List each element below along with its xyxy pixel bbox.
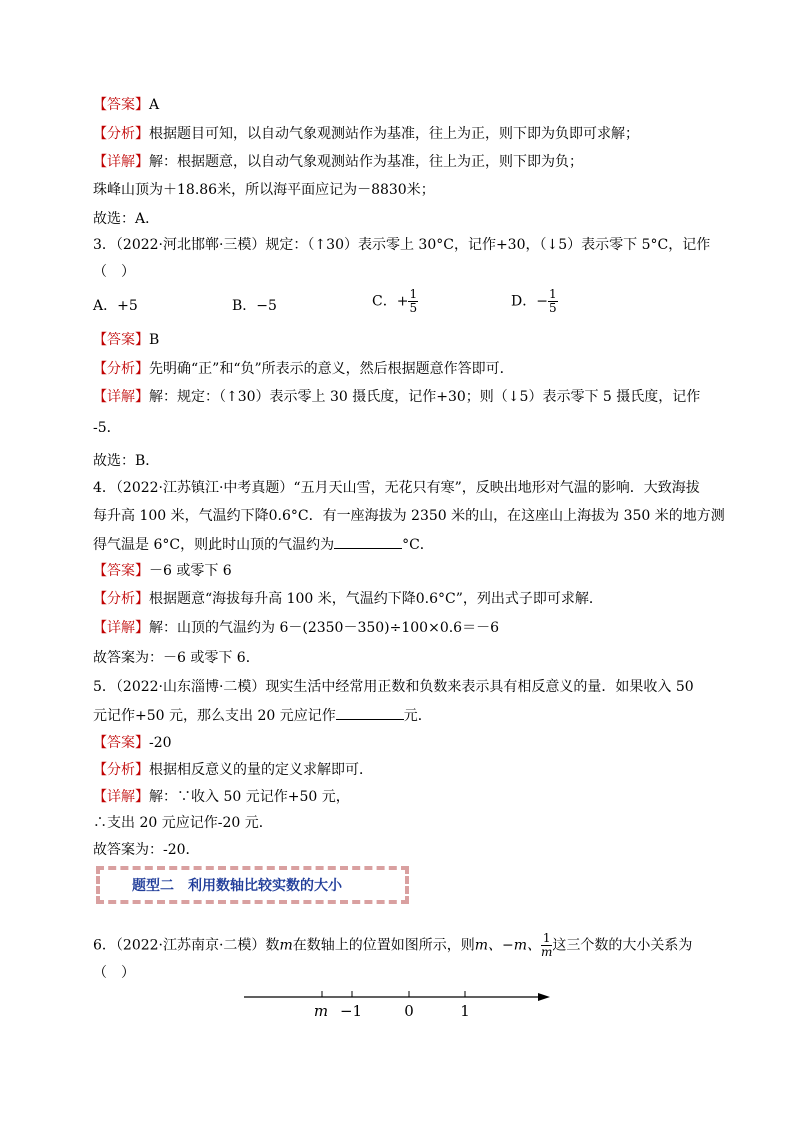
q5-stem-1: 5．（2022·山东淄博·二模）现实生活中经常用正数和负数来表示具有相反意义的量．如果收入 50 bbox=[93, 679, 694, 695]
answer-tag: 【答案】 bbox=[93, 332, 149, 348]
q6-stem-after: 这三个数的大小关系为 bbox=[552, 937, 693, 954]
q6-stem-before: 6．（2022·江苏南京·二模）数 bbox=[93, 937, 280, 954]
q5-analysis: 根据相反意义的量的定义求解即可． bbox=[149, 762, 373, 778]
detail-tag: 【详解】 bbox=[93, 154, 149, 170]
q6-stem-2: （ ） bbox=[93, 965, 135, 981]
q5-stem-2-after: 元． bbox=[403, 708, 432, 724]
q6-stem-1 bbox=[93, 932, 692, 959]
q4-conclusion: 故答案为：－6 或零下 6． bbox=[93, 650, 260, 666]
q4-stem-3 bbox=[93, 534, 434, 555]
q2-conclusion: 故选：A． bbox=[93, 211, 160, 227]
detail-tag: 【详解】 bbox=[93, 789, 149, 805]
section-title: 题型二 利用数轴比较实数的大小 bbox=[132, 878, 342, 894]
analysis-tag: 【分析】 bbox=[93, 361, 149, 377]
q5-answer: -20 bbox=[149, 735, 172, 751]
q4-stem-2: 每升高 100 米，气温约下降0.6°C．有一座海拔为 2350 米的山，在这座山上海拔为 350 米的地方测 bbox=[93, 508, 725, 524]
q4-answer-blank bbox=[334, 534, 402, 549]
q3-stem-1: 3．（2022·河北邯郸·三模）规定：（↑30）表示零上 30°C，记作+30，（↓5）表示零下 5°C，记作 bbox=[93, 237, 711, 253]
q4-stem-1: 4．（2022·江苏镇江·中考真题）“五月天山雪，无花只有寒”，反映出地形对气温的影响．大致海拔 bbox=[93, 480, 700, 496]
q4-analysis-line bbox=[93, 589, 603, 609]
q2-detail-1: 解：根据题意，以自动气象观测站作为基准，往上为正，则下即为负； bbox=[149, 154, 583, 170]
q5-detail-line-1 bbox=[93, 787, 350, 807]
q4-detail-line bbox=[93, 618, 499, 638]
q3-analysis: 先明确“正”和“负”所表示的意义，然后根据题意作答即可． bbox=[149, 361, 514, 377]
label-one: 1 bbox=[460, 1002, 470, 1020]
detail-tag: 【详解】 bbox=[93, 389, 149, 405]
label-zero: 0 bbox=[404, 1002, 414, 1020]
q2-detail-line-1 bbox=[93, 152, 583, 172]
q2-analysis-line bbox=[93, 124, 639, 144]
q3-option-d-prefix: D．− bbox=[511, 293, 548, 310]
q5-stem-2 bbox=[93, 705, 432, 726]
q3-conclusion: 故选：B． bbox=[93, 453, 160, 469]
q3-analysis-line bbox=[93, 359, 514, 379]
q3-answer: B bbox=[149, 332, 160, 348]
q2-answer-line bbox=[93, 95, 159, 115]
analysis-tag: 【分析】 bbox=[93, 591, 149, 607]
analysis-tag: 【分析】 bbox=[93, 126, 149, 142]
q2-detail-2: 珠峰山顶为＋18.86米，所以海平面应记为－8830米； bbox=[93, 182, 435, 198]
q4-analysis: 根据题意“海拔每升高 100 米，气温约下降0.6°C”，列出式子即可求解． bbox=[149, 591, 603, 607]
q4-answer: －6 或零下 6 bbox=[149, 563, 232, 579]
q6-list: m、−m、 bbox=[474, 937, 541, 954]
q3-detail-1: 解：规定：（↑30）表示零上 30 摄氏度，记作+30；则（↓5）表示零下 5 摄氏度，记作 bbox=[149, 389, 701, 405]
q6-reciprocal-fraction: $\frac{1}{m}$ bbox=[541, 931, 553, 959]
q3-option-c-fraction: $\frac{1}{5}$ bbox=[409, 287, 418, 315]
label-m: m bbox=[313, 1002, 329, 1020]
q5-detail-2: ∴支出 20 元应记作-20 元． bbox=[93, 815, 273, 831]
q3-option-c bbox=[372, 288, 418, 315]
q3-detail-2: -5． bbox=[93, 420, 121, 436]
detail-tag: 【详解】 bbox=[93, 620, 149, 636]
q2-answer: A bbox=[149, 97, 160, 113]
analysis-tag: 【分析】 bbox=[93, 762, 149, 778]
q5-analysis-line bbox=[93, 760, 373, 780]
q6-stem-mid: 在数轴上的位置如图所示，则 bbox=[292, 937, 475, 954]
q6-m-var: m bbox=[279, 937, 293, 954]
q5-answer-blank bbox=[336, 705, 404, 720]
q3-option-a: A．+5 bbox=[93, 298, 138, 314]
label-neg-one: −1 bbox=[339, 1002, 363, 1020]
q4-detail: 解：山顶的气温约为 6－(2350－350)÷100×0.6＝－6 bbox=[149, 620, 499, 636]
q5-stem-2-before: 元记作+50 元，那么支出 20 元应记作 bbox=[93, 708, 336, 724]
q3-detail-line-1 bbox=[93, 387, 700, 407]
q4-stem-3-before: 得气温是 6°C，则此时山顶的气温约为 bbox=[93, 537, 335, 553]
answer-tag: 【答案】 bbox=[93, 735, 149, 751]
q3-answer-line bbox=[93, 330, 159, 350]
q5-answer-line bbox=[93, 733, 172, 753]
q3-option-b: B．−5 bbox=[232, 298, 277, 314]
q4-answer-line bbox=[93, 561, 232, 581]
number-line-arrow bbox=[538, 993, 550, 1001]
answer-tag: 【答案】 bbox=[93, 563, 149, 579]
q4-stem-3-after: °C． bbox=[402, 537, 434, 553]
number-line bbox=[240, 986, 560, 1026]
q2-analysis: 根据题目可知，以自动气象观测站作为基准，往上为正，则下即为负即可求解； bbox=[149, 126, 639, 142]
q3-option-d-fraction: $\frac{1}{5}$ bbox=[548, 287, 557, 315]
q3-option-c-prefix: C．+ bbox=[372, 293, 409, 310]
q3-stem-2: （ ） bbox=[93, 264, 135, 280]
q3-option-d bbox=[511, 288, 558, 315]
q5-conclusion: 故答案为：-20． bbox=[93, 842, 200, 858]
answer-tag: 【答案】 bbox=[93, 97, 149, 113]
q5-detail-1: 解：∵收入 50 元记作+50 元， bbox=[149, 789, 350, 805]
